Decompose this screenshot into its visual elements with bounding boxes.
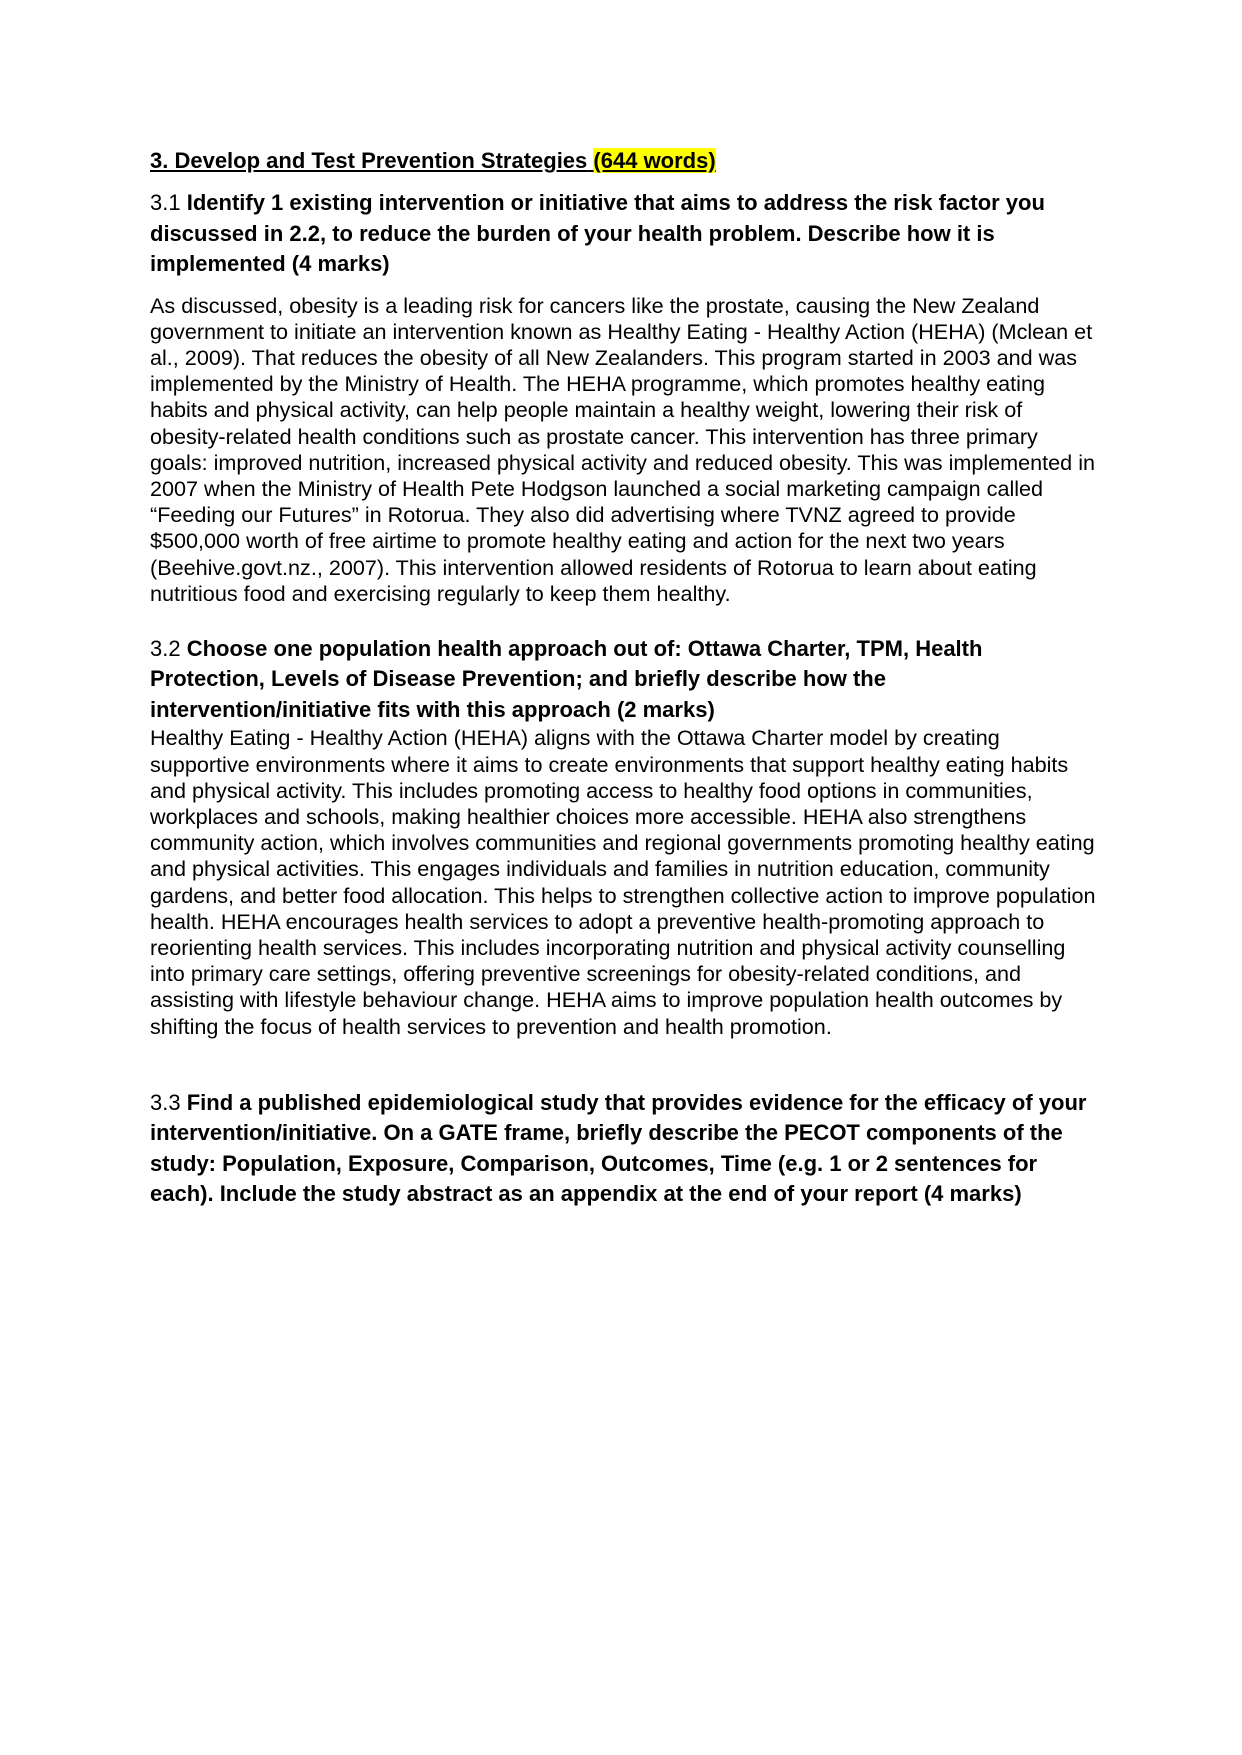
question-3-1	[150, 188, 1100, 280]
question-prompt: Identify 1 existing intervention or initiative that aims to address the risk factor you discussed in 2.2, to reduce the burden of your health problem. Describe how it is implemented (4 marks)	[150, 190, 1045, 276]
word-count-highlight: (644 words)	[593, 148, 716, 173]
answer-3-1: As discussed, obesity is a leading risk for cancers like the prostate, causing the New Zealand government to initiate an intervention known as Healthy Eating - Healthy Action (HEHA) (Mclean et al., 2009). That reduces the obesity of all New Zealanders. This program started in 2003 and was implemented by the Ministry of Health. The HEHA programme, which promotes healthy eating habits and physical activity, can help people maintain a healthy weight, lowering their risk of obesity-related health conditions such as prostate cancer. This intervention has three primary goals: improved nutrition, increased physical activity and reduced obesity. This was implemented in 2007 when the Ministry of Health Pete Hodgson launched a social marketing campaign called “Feeding our Futures” in Rotorua. They also did advertising where TVNZ agreed to provide $500,000 worth of free airtime to promote healthy eating and action for the next two years (Beehive.govt.nz., 2007). This intervention allowed residents of Rotorua to learn about eating nutritious food and exercising regularly to keep them healthy.	[150, 292, 1096, 606]
section-heading	[150, 146, 1100, 176]
question-prompt: Find a published epidemiological study that provides evidence for the efficacy of your intervention/initiative. On a GATE frame, briefly describe the PECOT components of the study: Population, Exposure, Comparison, Outcomes, Time (e.g. 1 or 2 sentences for each). Include the study abstract as an appendix at the end of your report (4 marks)	[150, 1089, 1087, 1207]
section-title: 3. Develop and Test Prevention Strategies	[150, 148, 588, 173]
question-prompt: Choose one population health approach out of: Ottawa Charter, TPM, Health Protection, Levels of Disease Prevention; and briefly describe how the intervention/initiative fits with this approach (2 marks)	[150, 635, 983, 722]
question-3-3	[150, 1088, 1100, 1210]
question-3-2	[150, 634, 1100, 726]
question-number: 3.1	[150, 190, 181, 215]
answer-3-2: Healthy Eating - Healthy Action (HEHA) aligns with the Ottawa Charter model by creating supportive environments where it aims to create environments that support healthy eating habits and physical activity. This includes promoting access to healthy food options in communities, workplaces and schools, making healthier choices more accessible. HEHA also strengthens community action, which involves communities and regional governments promoting healthy eating and physical activities. This engages individuals and families in nutrition education, community gardens, and better food allocation. This helps to strengthen collective action to improve population health. HEHA encourages health services to adopt a preventive health-promoting approach to reorienting health services. This includes incorporating nutrition and physical activity counselling into primary care settings, offering preventive screenings for obesity-related conditions, and assisting with lifestyle behaviour change. HEHA aims to improve population health outcomes by shifting the focus of health services to prevention and health promotion.	[150, 725, 1096, 1039]
question-number: 3.2	[150, 635, 181, 661]
document-page	[150, 146, 1100, 1210]
question-number: 3.3	[150, 1089, 181, 1115]
